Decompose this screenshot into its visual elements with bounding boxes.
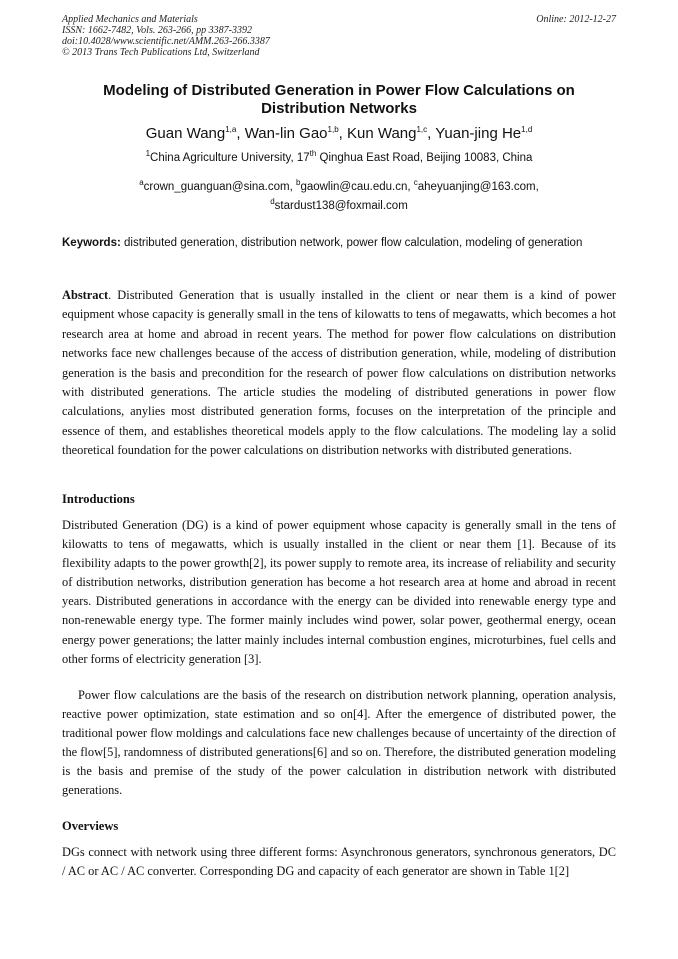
affiliation-text: Qinghua East Road, Beijing 10083, China (316, 152, 533, 164)
abstract-text: . Distributed Generation that is usually installed in the client or near them is a kind of power equipment whose capacity is generally small in the tens of kilowatts to tens of megawatts, which becomes a hot research area at home and abroad in recent years. The method for power flow calculations on distribution networks face new challenges because of the access of distribution generation, while, modeling of distribution generation is the basis and precondition for the research of power flow calculations on distribution networks with distributed generations. The article studies the modeling of distributed generations in power flow calculations, anylies most distributed generation forms, focuses on the interpretation of the principle and essence of them, and establishes theoretical models apply to the flow calculations. The modeling lay a solid theoretical foundation for the power calculations on distribution networks with distributed generations. (62, 288, 616, 458)
email-marker: c (413, 178, 418, 188)
introductions-paragraph-1: Distributed Generation (DG) is a kind of power equipment whose capacity is generally small in the tens of kilowatts to tens of megawatts, which is usually installed in the client or near them [1]. Because of its flexibility adapts to the power growth[2], its power supply to remote area, its increase of reliability and security of distribution networks, distribution generation has become a hot research area at home and abroad in recent years. Distributed generations in accordance with the energy can be divided into renewable energy type and non-renewable energy type. The former mainly includes wind power, solar power, geothermal energy, ocean energy power generations; the latter mainly includes internal combustion engines, microturbines, fuel cells and other forms of electricity generation [3]. (62, 518, 616, 666)
affiliation-marker: 1 (145, 149, 151, 159)
email-link[interactable]: aheyuanjing@163.com, (417, 181, 539, 193)
keywords (62, 235, 616, 252)
issn-line: ISSN: 1662-7482, Vols. 263-266, pp 3387-3392 (62, 25, 252, 36)
author-separator: , (427, 125, 436, 142)
ordinal-suffix: th (309, 149, 317, 159)
author-affiliation-marker: 1,d (521, 125, 533, 134)
author-separator: , (236, 125, 245, 142)
email-marker: a (139, 178, 144, 188)
abstract-label: Abstract (62, 288, 109, 302)
email-link[interactable]: gaowlin@cau.edu.cn, (300, 181, 414, 193)
online-date: Online: 2012-12-27 (536, 14, 616, 25)
copyright-line: © 2013 Trans Tech Publications Ltd, Switzerland (62, 47, 260, 58)
paper-title: Modeling of Distributed Generation in Power Flow Calculations on Distribution Networks (103, 82, 575, 117)
author-name: Kun Wang (346, 125, 417, 142)
email-marker: b (295, 178, 301, 188)
author-name: Yuan-jing He (435, 125, 522, 142)
section-heading-introductions: Introductions (62, 492, 135, 506)
author-emails (62, 178, 616, 216)
email-link[interactable]: crown_guanguan@sina.com, (143, 181, 296, 193)
email-link[interactable]: stardust138@foxmail.com (274, 200, 408, 212)
keywords-text: distributed generation, distribution network, power flow calculation, modeling of generation (120, 237, 583, 249)
affiliation (62, 151, 616, 166)
author-affiliation-marker: 1,c (416, 125, 428, 134)
journal-header (62, 14, 616, 58)
author-separator: , (338, 125, 347, 142)
affiliation-text: China Agriculture University, 17 (150, 152, 310, 164)
author-name: Guan Wang (145, 125, 226, 142)
author-affiliation-marker: 1,a (225, 125, 237, 134)
author-name: Wan-lin Gao (244, 125, 328, 142)
section-heading-overviews: Overviews (62, 819, 119, 833)
author-affiliation-marker: 1,b (327, 125, 339, 134)
author-list (62, 125, 616, 143)
journal-name: Applied Mechanics and Materials (62, 14, 198, 25)
overviews-paragraph-1: DGs connect with network using three different forms: Asynchronous generators, synchronous generators, DC / AC or AC / AC converter. Corresponding DG and capacity of each generator are shown in Table 1[2] (62, 845, 616, 879)
introductions-paragraph-2: Power flow calculations are the basis of the research on distribution network planning, operation analysis, reactive power optimization, state estimation and so on[4]. After the emergence of distributed power, the traditional power flow moldings and calculations face new challenges because of uncertainty of the direction of the flow[5], randomness of distributed generations[6] and so on. Therefore, the distributed generation modeling is the basis and premise of the study of the power calculation in distribution network with distributed generations. (62, 688, 616, 798)
email-marker: d (270, 197, 275, 207)
abstract (62, 286, 616, 461)
doi-line: doi:10.4028/www.scientific.net/AMM.263-266.3387 (62, 36, 270, 47)
keywords-label: Keywords: (62, 237, 121, 249)
